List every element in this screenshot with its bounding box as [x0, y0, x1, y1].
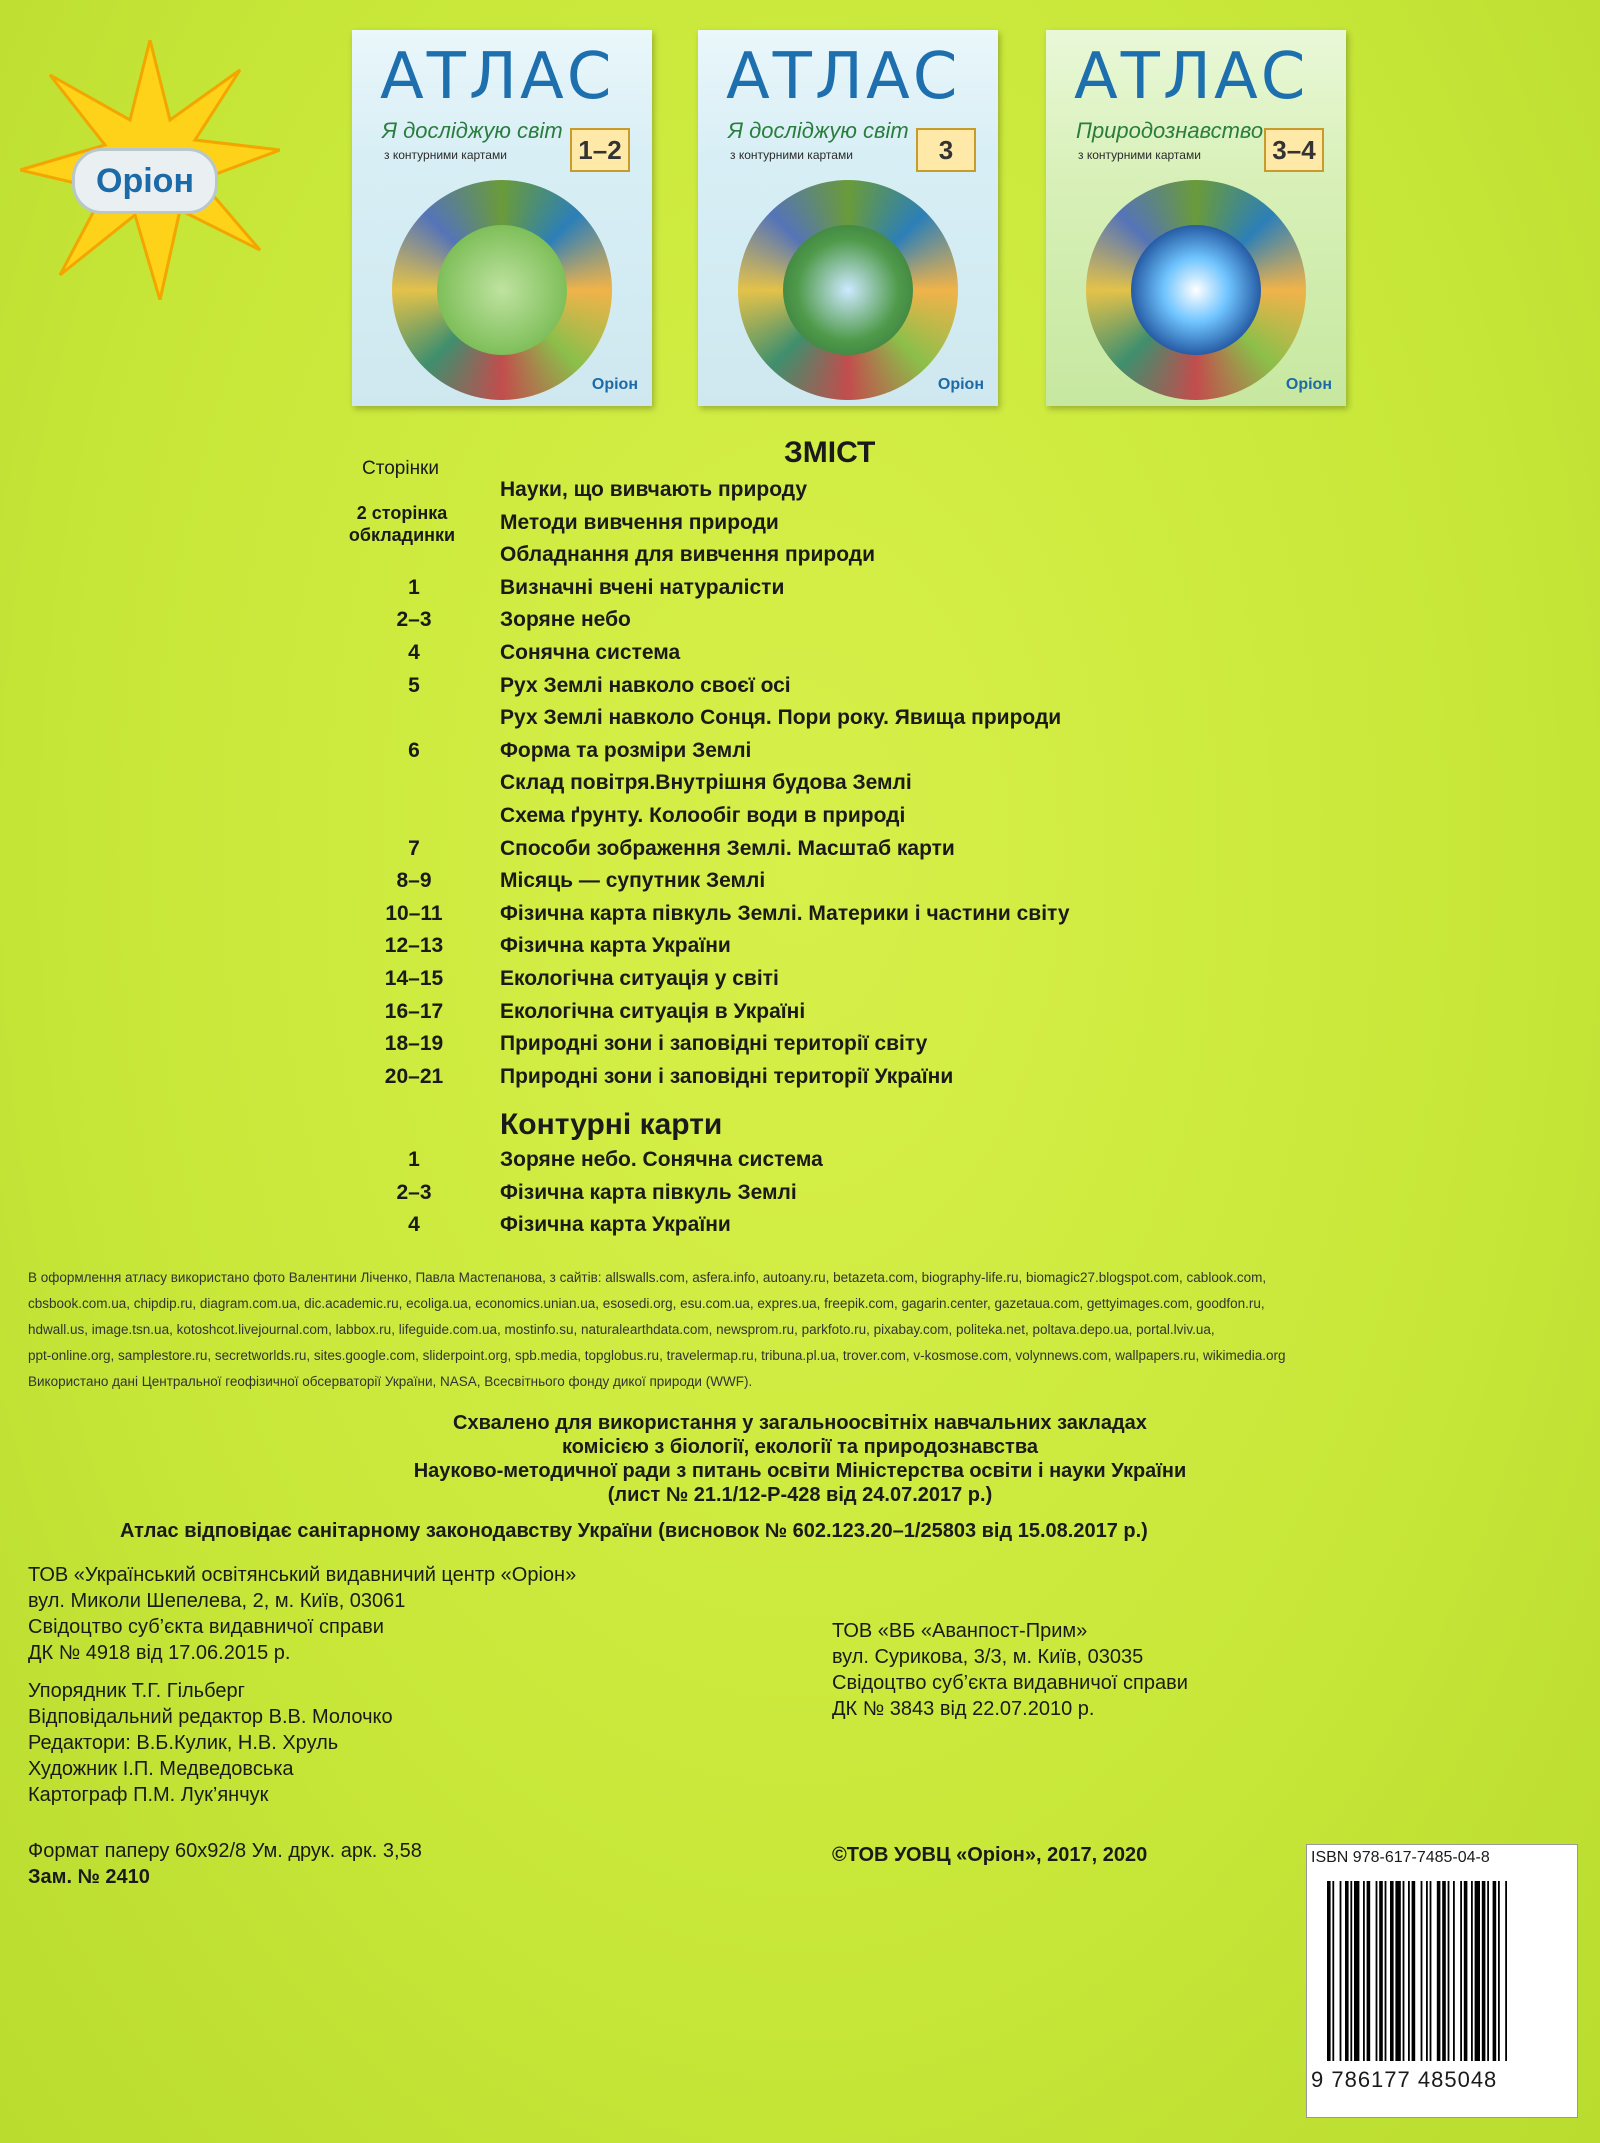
cover-title: АТЛАС — [380, 40, 615, 114]
staff-line: Картограф П.М. Лук’янчук — [28, 1784, 269, 1806]
contents-page-number: 1 — [408, 576, 420, 599]
contents-entry: Обладнання для вивчення природи — [500, 543, 876, 566]
contents-entry: Фізична карта півкуль Землі. Материки і частини світу — [500, 902, 1070, 925]
barcode-bar — [1340, 1881, 1342, 2061]
ean-number: 9 786177 485048 — [1311, 2067, 1498, 2092]
contents-entry: Природні зони і заповідні території світу — [500, 1032, 928, 1055]
cover-brand: Оріон — [937, 376, 984, 393]
atlas-cover-3-4 — [1046, 30, 1346, 406]
contents-page-number: 5 — [408, 674, 420, 697]
contents-page-number: 20–21 — [384, 1065, 444, 1088]
barcode-bar — [1453, 1881, 1455, 2061]
printer-line: ТОВ «ВБ «Аванпост-Прим» — [832, 1620, 1088, 1642]
pages-column-header: Сторінки — [362, 458, 439, 479]
contents-entry: Способи зображення Землі. Масштаб карти — [500, 837, 955, 860]
barcode-bar — [1442, 1881, 1446, 2061]
staff-line: Художник І.П. Медведовська — [28, 1758, 294, 1780]
contents-page-number: 2–3 — [396, 608, 432, 631]
cover-note: з контурними картами — [1078, 148, 1201, 162]
cover-title: АТЛАС — [726, 40, 961, 114]
barcode-bar — [1498, 1881, 1500, 2061]
printer-line: ДК № 3843 від 22.07.2010 р. — [832, 1698, 1095, 1720]
barcode-bar — [1475, 1881, 1480, 2061]
contents-entry: Схема ґрунту. Колообіг води в природі — [500, 804, 906, 827]
cover-photo-ring — [392, 180, 612, 400]
contents-entry: Екологічна ситуація у світі — [500, 967, 779, 990]
contents-entry: Зоряне небо — [500, 608, 631, 631]
barcode-bar — [1390, 1881, 1394, 2061]
staff-line: Відповідальний редактор В.В. Молочко — [28, 1706, 393, 1728]
printer-line: вул. Сурикова, 3/3, м. Київ, 03035 — [832, 1646, 1144, 1668]
credit-line: Використано дані Центральної геофізичної обсерваторії України, NASA, Всесвітнього фонду дикої природи (WWF). — [28, 1374, 753, 1389]
contents-page-number: 16–17 — [384, 1000, 444, 1023]
barcode-bar — [1426, 1881, 1428, 2061]
barcode-bar — [1363, 1881, 1365, 2061]
contents-entry: Визначні вчені натуралісти — [500, 576, 785, 599]
barcode-bar — [1345, 1881, 1349, 2061]
contents-entry: Форма та розміри Землі — [500, 739, 752, 762]
barcode-bar — [1471, 1881, 1473, 2061]
contents-page-number: 18–19 — [384, 1032, 444, 1055]
cover-grade-badge: 3–4 — [1264, 128, 1324, 172]
barcode-bar — [1412, 1881, 1416, 2061]
contents-entry: Методи вивчення природи — [500, 511, 779, 534]
cover-title: АТЛАС — [1074, 40, 1309, 114]
sanitary-statement: Атлас відповідає санітарному законодавству України (висновок № 602.123.20–1/25803 від 15.08.2017 р.) — [120, 1520, 1148, 1542]
barcode-bar — [1408, 1881, 1410, 2061]
cover-subtitle: Я досліджую світ — [382, 118, 563, 143]
publisher-line: ДК № 4918 від 17.06.2015 р. — [28, 1642, 291, 1664]
cover-page-label: 2 сторінка обкладинки — [348, 503, 456, 545]
printer-line: Свідоцтво суб’єкта видавничої справи — [832, 1672, 1188, 1694]
cover-subtitle: Я досліджую світ — [728, 118, 909, 143]
publisher-line: вул. Миколи Шепелева, 2, м. Київ, 03061 — [28, 1590, 406, 1612]
cover-photo-ring — [738, 180, 958, 400]
contents-page-number: 14–15 — [384, 967, 444, 990]
cover-center-image — [783, 225, 913, 355]
approval-line: комісією з біології, екології та природознавства — [561, 1436, 1039, 1458]
barcode-bar — [1376, 1881, 1378, 2061]
cover-subtitle: Природознавство — [1076, 118, 1264, 143]
contents-entry: Місяць — супутник Землі — [500, 869, 766, 892]
contour-map-entry: Зоряне небо. Сонячна система — [500, 1148, 823, 1171]
publisher-logo — [20, 40, 280, 300]
atlas-cover-1-2 — [352, 30, 652, 406]
barcode-bar — [1354, 1881, 1359, 2061]
cover-note: з контурними картами — [730, 148, 853, 162]
cover-note: з контурними картами — [384, 148, 507, 162]
cover-center-image — [437, 225, 567, 355]
contour-map-page-number: 4 — [408, 1213, 420, 1236]
barcode-bar — [1487, 1881, 1489, 2061]
credit-line: В оформлення атласу використано фото Валентини Ліченко, Павла Мастепанова, з сайтів: allswalls.com, asfera.info, autoany.ru, betazeta.com, biography-life.ru, biomagic27.blogspot.com, cablook.com, — [28, 1270, 1267, 1285]
logo-label: Оріон — [72, 148, 218, 214]
credit-line: hdwall.us, image.tsn.ua, kotoshcot.livejournal.com, labbox.ru, lifeguide.com.ua, mostinfo.su, naturalearthdata.com, newsprom.ru, parkfoto.ru, pixabay.com, politeka.net, poltava.depo.ua, portal.lviv.ua, — [28, 1322, 1215, 1337]
approval-line: Схвалено для використання у загальноосвітніх навчальних закладах — [453, 1412, 1147, 1434]
barcode-block — [1306, 1844, 1578, 2118]
cover-center-image — [1131, 225, 1261, 355]
barcode-bar — [1327, 1881, 1331, 2061]
contents-entry: Екологічна ситуація в Україні — [500, 1000, 806, 1023]
contents-page-number: 10–11 — [385, 902, 443, 925]
contents-page-number: 7 — [408, 837, 420, 860]
contour-map-entry: Фізична карта України — [500, 1213, 731, 1236]
credit-line: cbsbook.com.ua, chipdip.ru, diagram.com.ua, dic.academic.ru, ecoliga.ua, economics.unian.ua, esosedi.org, esu.com.ua, expres.ua, freepik.com, gagarin.center, gazetaua.com, gettyimages.com, goodfon.ru, — [28, 1296, 1265, 1311]
contour-map-page-number: 1 — [408, 1148, 420, 1171]
cover-brand: Оріон — [1285, 376, 1332, 393]
order-number: Зам. № 2410 — [28, 1866, 150, 1888]
barcode-bar — [1395, 1881, 1400, 2061]
contents-entry: Сонячна система — [500, 641, 681, 664]
barcode-bar — [1403, 1881, 1405, 2061]
isbn: ISBN 978-617-7485-04-8 — [1311, 1849, 1490, 1866]
barcode-bar — [1350, 1881, 1352, 2061]
barcode-bar — [1482, 1881, 1486, 2061]
approval-line: Науково-методичної ради з питань освіти Міністерства освіти і науки України — [413, 1460, 1187, 1482]
contents-page-number: 6 — [408, 739, 420, 762]
barcode-bar — [1332, 1881, 1334, 2061]
approval-line: (лист № 21.1/12-Р-428 від 24.07.2017 р.) — [607, 1484, 993, 1506]
format-info: Формат паперу 60х92/8 Ум. друк. арк. 3,58 — [28, 1840, 422, 1862]
contents-page-number: 4 — [408, 641, 420, 664]
barcode-bar — [1379, 1881, 1383, 2061]
barcode-bar — [1421, 1881, 1423, 2061]
cover-grade-badge: 3 — [916, 128, 976, 172]
contour-map-entry: Фізична карта півкуль Землі — [500, 1181, 797, 1204]
barcode-bar — [1437, 1881, 1441, 2061]
barcode-bar — [1448, 1881, 1450, 2061]
cover-grade-badge: 1–2 — [570, 128, 630, 172]
contour-map-page-number: 2–3 — [396, 1181, 432, 1204]
barcode-bar — [1493, 1881, 1497, 2061]
barcode-bar — [1505, 1881, 1507, 2061]
contents-entry: Фізична карта України — [500, 934, 731, 957]
barcode-bar — [1367, 1881, 1371, 2061]
contents-entry: Природні зони і заповідні території України — [500, 1065, 954, 1088]
publisher-line: Свідоцтво суб’єкта видавничої справи — [28, 1616, 384, 1638]
copyright: ©ТОВ УОВЦ «Оріон», 2017, 2020 — [832, 1844, 1148, 1866]
contents-page-number: 12–13 — [384, 934, 444, 957]
contents-entry: Рух Землі навколо своєї осі — [500, 674, 791, 697]
credit-line: ppt-online.org, samplestore.ru, secretworlds.ru, sites.google.com, sliderpoint.org, spb.media, topglobus.ru, travelermap.ru, tribuna.pl.ua, trover.com, v-kosmose.com, volynnews.com, wallpapers.ru, wikimedia.org — [28, 1348, 1286, 1363]
barcode-icon — [1327, 1881, 1559, 2061]
contents-entry: Науки, що вивчають природу — [500, 478, 808, 501]
barcode-bar — [1464, 1881, 1468, 2061]
contents-entry: Склад повітря.Внутрішня будова Землі — [500, 771, 912, 794]
barcode-bar — [1460, 1881, 1462, 2061]
cover-photo-ring — [1086, 180, 1306, 400]
contents-page-number: 8–9 — [396, 869, 432, 892]
cover-brand: Оріон — [591, 376, 638, 393]
staff-line: Редактори: В.Б.Кулик, Н.В. Хруль — [28, 1732, 339, 1754]
publisher-line: ТОВ «Український освітянський видавничий центр «Оріон» — [28, 1564, 577, 1586]
contour-maps-title: Контурні карти — [500, 1108, 723, 1141]
contents-title: ЗМІСТ — [784, 436, 876, 469]
barcode-bar — [1385, 1881, 1387, 2061]
atlas-cover-3 — [698, 30, 998, 406]
barcode-bar — [1430, 1881, 1432, 2061]
contents-entry: Рух Землі навколо Сонця. Пори року. Явища природи — [500, 706, 1062, 729]
staff-line: Упорядник Т.Г. Гільберг — [28, 1680, 245, 1702]
